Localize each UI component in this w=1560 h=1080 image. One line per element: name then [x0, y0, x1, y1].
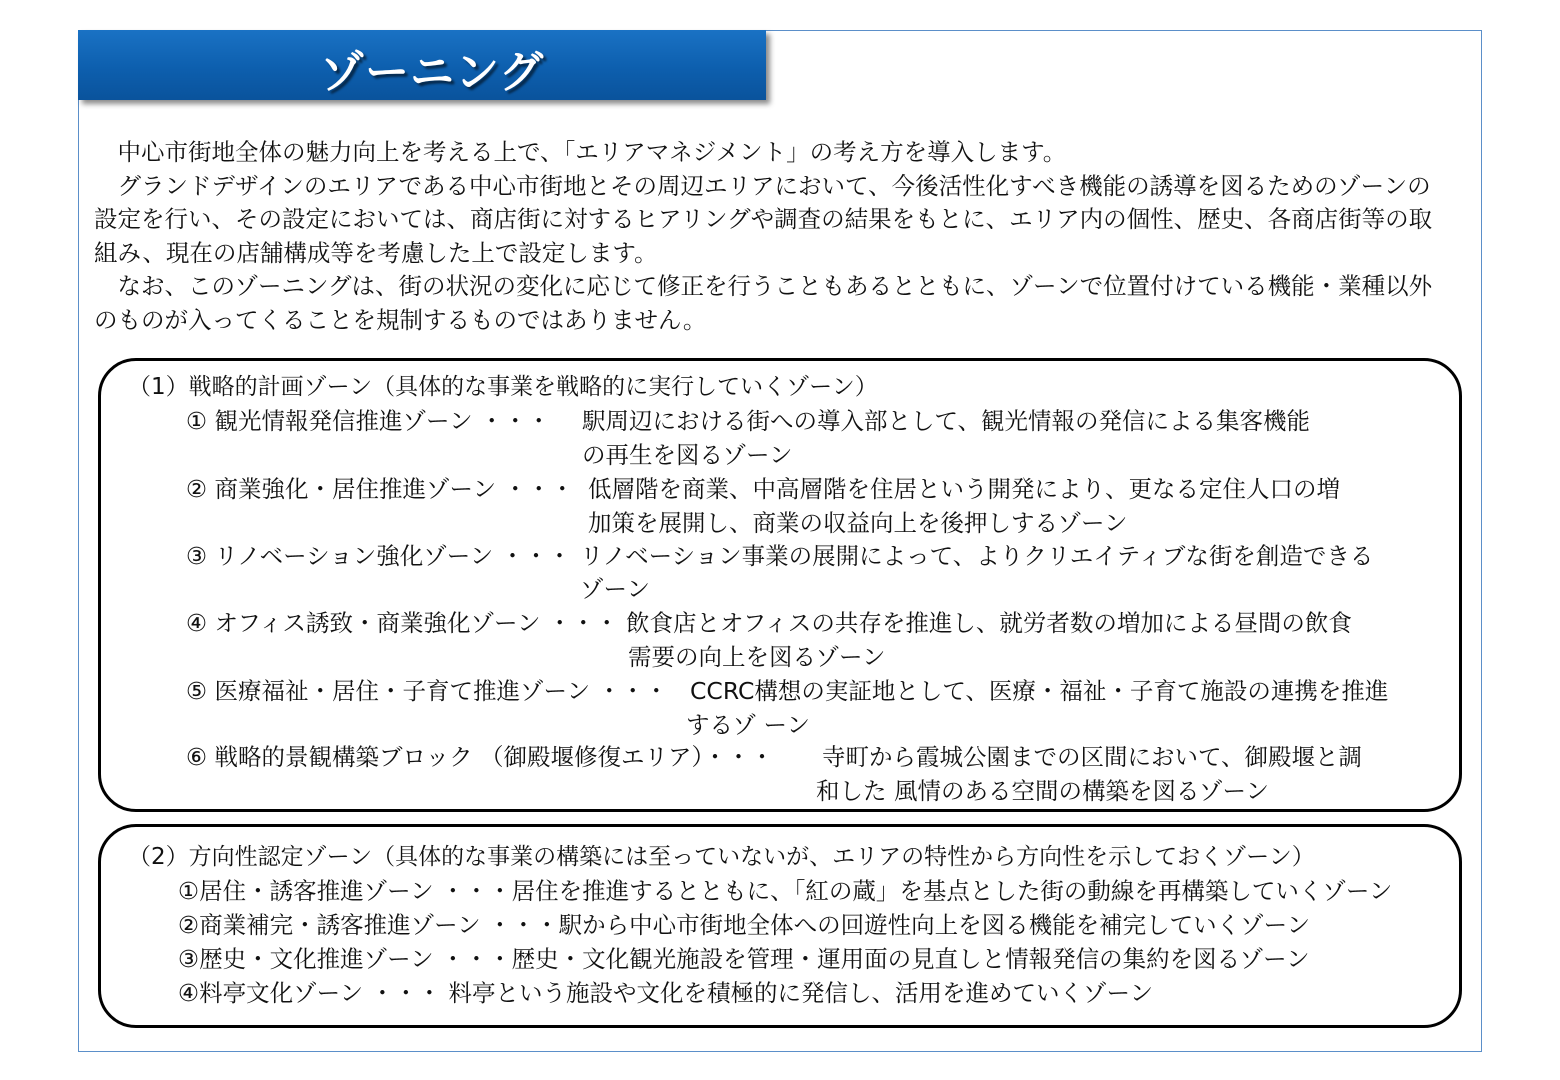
zone-item-desc: するゾ ーン [686, 711, 811, 739]
zone-item-desc: 和した 風情のある空間の構築を図るゾーン [816, 777, 1270, 805]
intro-paragraph: なお、このゾーニングは、街の状況の変化に応じて修正を行うこともあるとともに、ゾーンで位置付けている機能・業種以外のものが入ってくることを規制するものではありません。 [94, 272, 1433, 334]
zone-item-desc: CCRC構想の実証地として、医療・福祉・子育て施設の連携を推進 [690, 677, 1389, 705]
strategic-zone-heading: （1）戦略的計画ゾーン（具体的な事業を戦略的に実行していくゾーン） [128, 374, 878, 400]
intro-paragraph: グランドデザインのエリアである中心市街地とその周辺エリアにおいて、今後活性化すべき機能の誘導を図るためのゾーンの設定を行い、その設定においては、商店街に対するヒアリングや調査の結果をもとに、エリア内の個性、歴史、各商店街等の取組み、現在の店舗構成等を考慮した上で設定します。 [94, 171, 1433, 267]
zone-item-desc: 寺町から霞城公園までの区間において、御殿堰と調 [822, 743, 1363, 771]
zone-item-name: ① 観光情報発信推進ゾーン ・・・ [186, 407, 551, 435]
intro-paragraph: 中心市街地全体の魅力向上を考える上で、「エリアマネジメント」の考え方を導入します。 [117, 138, 1067, 166]
direction-zone-heading: （2）方向性認定ゾーン（具体的な事業の構築には至っていないが、エリアの特性から方向性を示しておくゾーン） [128, 844, 1315, 870]
direction-zone-item: ①居住・誘客推進ゾーン ・・・居住を推進するとともに、「紅の蔵」を基点とした街の動線を再構築していくゾーン [178, 877, 1393, 905]
direction-zone-item: ④料亭文化ゾーン ・・・ 料亭という施設や文化を積極的に発信し、活用を進めていくゾーン [178, 979, 1154, 1007]
zone-item-desc: 加策を展開し、商業の収益向上を後押しするゾーン [588, 509, 1128, 537]
zone-item-desc: 駅周辺における街への導入部として、観光情報の発信による集客機能 [582, 407, 1311, 435]
zone-item-name: ③ リノベーション強化ゾーン ・・・ [186, 542, 572, 570]
zone-item-desc: の再生を図るゾーン [582, 441, 793, 469]
zone-item-name: ② 商業強化・居住推進ゾーン ・・・ [186, 475, 575, 503]
zone-item-desc: 飲食店とオフィスの共存を推進し、就労者数の増加による昼間の飲食 [626, 609, 1352, 637]
zone-item-desc: リノベーション事業の展開によって、よりクリエイティブな街を創造できる [580, 542, 1374, 570]
direction-zone-item: ②商業補完・誘客推進ゾーン ・・・駅から中心市街地全体への回遊性向上を図る機能を補完していくゾーン [178, 911, 1311, 939]
intro-text [94, 136, 1454, 337]
zone-item-name: ⑤ 医療福祉・居住・子育て推進ゾーン ・・・ [186, 677, 669, 705]
zone-item-desc: 需要の向上を図るゾーン [628, 643, 886, 671]
zone-item-name: ④ オフィス誘致・商業強化ゾーン ・・・ [186, 609, 619, 637]
zone-item-desc: ゾーン [580, 575, 651, 603]
page-title: ゾーニング [320, 47, 545, 98]
title-banner [78, 30, 766, 100]
zone-item-desc: 低層階を商業、中高層階を住居という開発により、更なる定住人口の増 [588, 475, 1340, 503]
direction-zone-item: ③歴史・文化推進ゾーン ・・・歴史・文化観光施設を管理・運用面の見直しと情報発信の集約を図るゾーン [178, 945, 1310, 973]
zone-item-name: ⑥ 戦略的景観構築ブロック （御殿堰修復エリア）・・・ [186, 743, 774, 771]
